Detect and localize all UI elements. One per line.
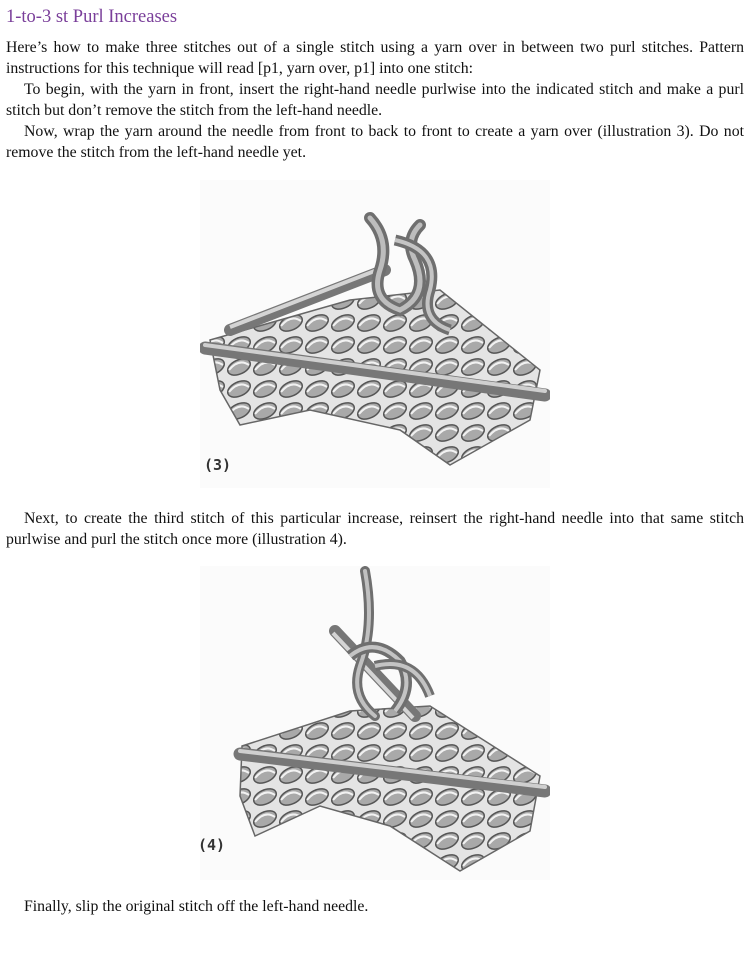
knitting-illustration-4 — [200, 566, 550, 880]
illustration-4 — [200, 566, 550, 880]
illustration-3 — [200, 180, 550, 488]
knitting-illustration-3 — [200, 180, 550, 488]
step4-paragraph: Finally, slip the original stitch off the left-hand needle. — [24, 898, 369, 915]
intro-paragraph: Here’s how to make three stitches out of a single stitch using a yarn over in between two purl stitches. Pattern instructions for this technique will read [p1, yarn over, p1] into one stitch: — [6, 39, 744, 77]
step3-paragraph: Next, to create the third stitch of this particular increase, reinsert the right-hand needle into that same stitch purlwise and purl the stitch once more (illustration 4). — [6, 510, 744, 548]
illustration-3-caption: (3) — [204, 456, 232, 474]
step2-paragraph: Now, wrap the yarn around the needle from front to back to front to create a yarn over (illustration 3). Do not remove the stitch from the left-hand needle yet. — [6, 123, 744, 161]
section-heading: 1-to-3 st Purl Increases — [6, 7, 178, 27]
step1-paragraph: To begin, with the yarn in front, insert the right-hand needle purlwise into the indicated stitch and make a purl stitch but don’t remove the stitch from the left-hand needle. — [6, 81, 744, 119]
illustration-4-caption: (4) — [198, 836, 226, 854]
